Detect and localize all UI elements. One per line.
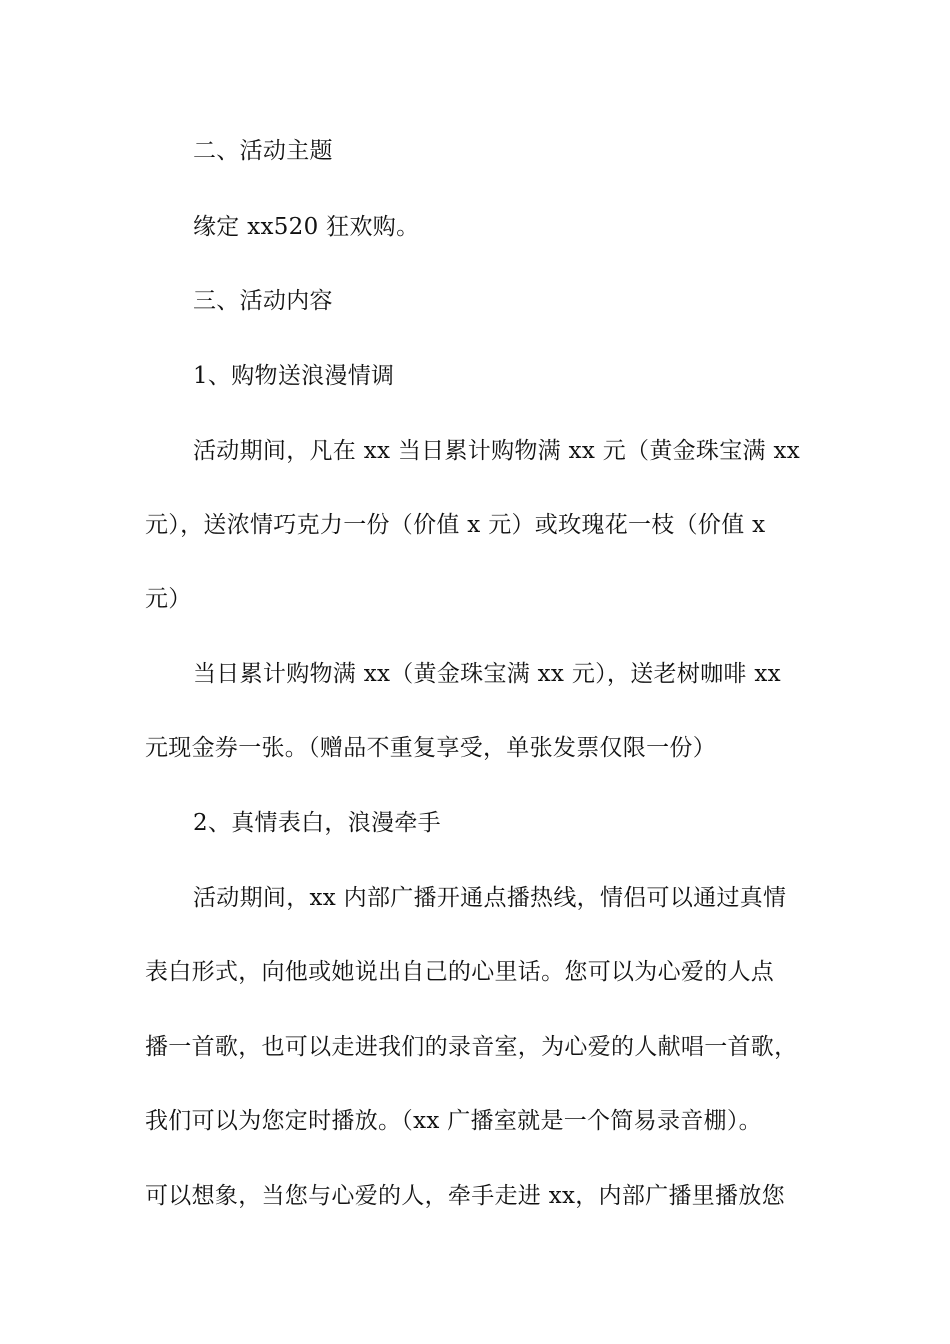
paragraph-line: 活动期间，xx 内部广播开通点播热线，情侣可以通过真情 xyxy=(193,885,787,911)
section-heading-theme: 二、活动主题 xyxy=(193,138,333,164)
paragraph-line: 可以想象，当您与心爱的人，牵手走进 xx，内部广播里播放您 xyxy=(145,1183,785,1209)
paragraph-line: 表白形式，向他或她说出自己的心里话。您可以为心爱的人点 xyxy=(145,959,775,985)
paragraph-line: 活动期间，凡在 xx 当日累计购物满 xx 元（黄金珠宝满 xx xyxy=(193,438,800,464)
paragraph-line: 元） xyxy=(145,586,192,612)
paragraph-line: 元），送浓情巧克力一份（价值 x 元）或玫瑰花一枝（价值 x xyxy=(145,512,766,538)
paragraph-line: 播一首歌，也可以走进我们的录音室，为心爱的人献唱一首歌， xyxy=(145,1034,798,1060)
paragraph-line: 元现金券一张。（赠品不重复享受，单张发票仅限一份） xyxy=(145,735,716,761)
paragraph-line: 我们可以为您定时播放。（xx 广播室就是一个简易录音棚）。 xyxy=(145,1108,762,1134)
section-heading-content: 三、活动内容 xyxy=(193,288,333,314)
paragraph-line: 当日累计购物满 xx（黄金珠宝满 xx 元），送老树咖啡 xx xyxy=(193,661,781,687)
subheading-confession: 2、真情表白，浪漫牵手 xyxy=(193,810,441,836)
theme-text: 缘定 xx520 狂欢购。 xyxy=(193,214,420,240)
subheading-shopping: 1、购物送浪漫情调 xyxy=(193,363,395,389)
